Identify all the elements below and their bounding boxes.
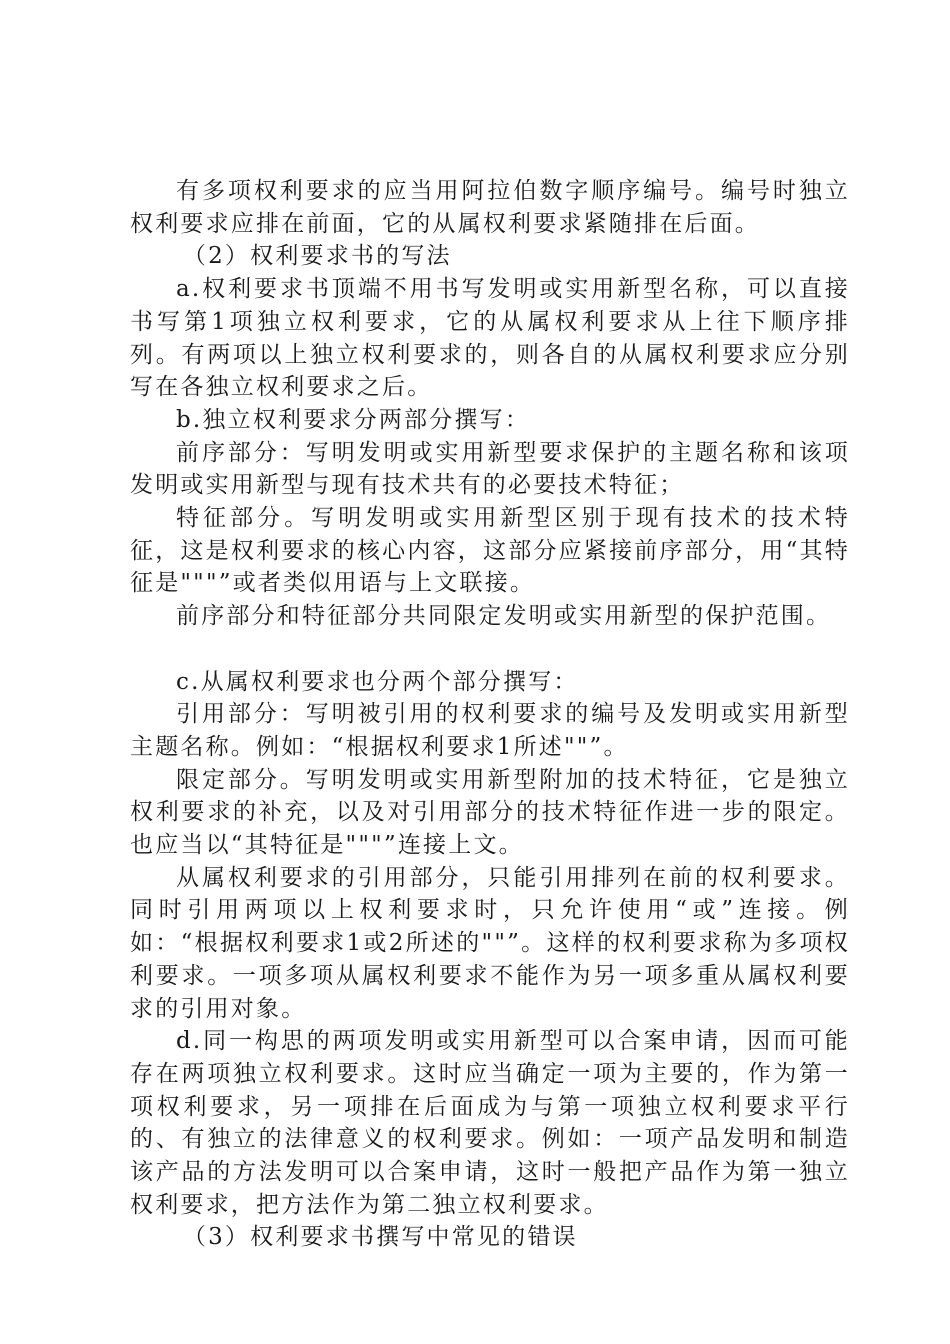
paragraph-scope: 前序部分和特征部分共同限定发明或实用新型的保护范围。 (176, 603, 832, 630)
paragraph-item-b: b.独立权利要求分两部分撰写： (176, 406, 531, 433)
paragraph-item-c: c.从属权利要求也分两个部分撰写： (176, 668, 579, 695)
section-heading-3: （3）权利要求书撰写中常见的错误 (182, 1224, 578, 1251)
paragraph-dependent-reference: 从属权利要求的引用部分，只能引用排列在前的权利要求。同时引用两项以上权利要求时，只允许使用“或”连接。例如：“根据权利要求1或2所述的""”。这样的权利要求称为多项权利要求。一项多项从属权利要求不能作为另一项多重从属权利要求的引用对象。 (130, 864, 850, 1022)
paragraph-numbering-rule: 有多项权利要求的应当用阿拉伯数字顺序编号。编号时独立权利要求应排在前面，它的从属权利要求紧随排在后面。 (130, 178, 850, 237)
blank-line (130, 633, 850, 666)
paragraph-reference-part: 引用部分：写明被引用的权利要求的编号及发明或实用新型主题名称。例如：“根据权利要求1所述""”。 (130, 701, 850, 760)
paragraph-item-a: a.权利要求书顶端不用书写发明或实用新型名称，可以直接书写第1项独立权利要求，它的从属权利要求从上往下顺序排列。有两项以上独立权利要求的，则各自的从属权利要求应分别写在各独立权利要求之后。 (130, 276, 850, 401)
paragraph-item-d: d.同一构思的两项发明或实用新型可以合案申请，因而可能存在两项独立权利要求。这时应当确定一项为主要的，作为第一项权利要求，另一项排在后面成为与第一项独立权利要求平行的、有独立的法律意义的权利要求。例如：一项产品发明和制造该产品的方法发明可以合案申请，这时一般把产品作为第一独立权利要求，把方法作为第二独立权利要求。 (130, 1028, 850, 1218)
paragraph-preamble-part: 前序部分：写明发明或实用新型要求保护的主题名称和该项发明或实用新型与现有技术共有的必要技术特征； (130, 439, 850, 499)
paragraph-limiting-part: 限定部分。写明发明或实用新型附加的技术特征，它是独立权利要求的补充，以及对引用部分的技术特征作进一步的限定。也应当以“其特征是"""”连接上文。 (130, 766, 850, 859)
document-body (130, 175, 850, 1254)
section-heading-2: （2）权利要求书的写法 (182, 243, 452, 270)
paragraph-characterizing-part: 特征部分。写明发明或实用新型区别于现有技术的技术特征，这是权利要求的核心内容，这部分应紧接前序部分，用“其特征是"""”或者类似用语与上文联接。 (130, 505, 850, 597)
